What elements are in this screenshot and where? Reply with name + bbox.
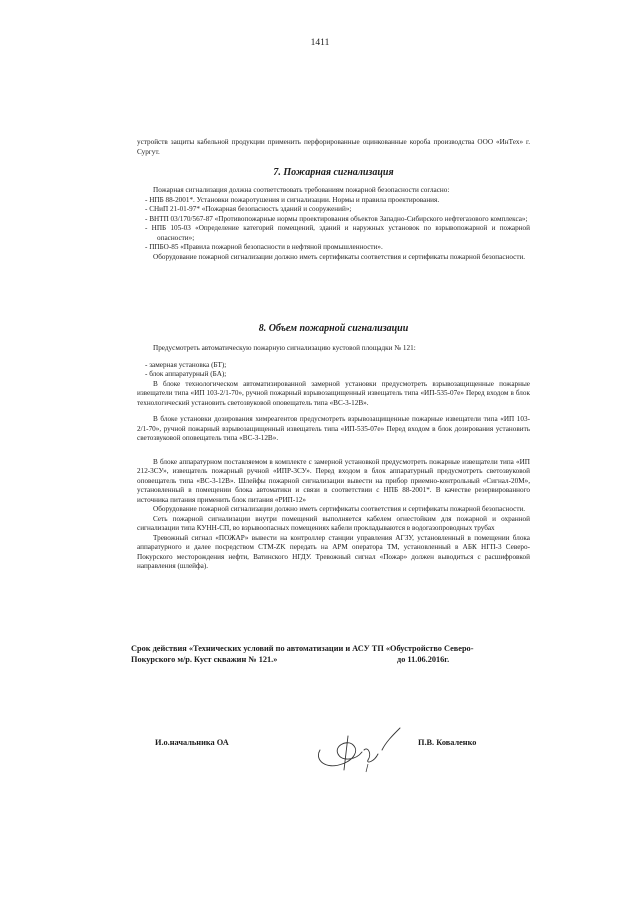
section-8-lead: Предусмотреть автоматическую пожарную сигнализацию кустовой площадки № 121: xyxy=(153,344,416,353)
section-7-closing: Оборудование пожарной сигнализации должно иметь сертификаты соответствия и сертификаты пожарной безопасности. xyxy=(153,252,526,261)
section-7-lead: Пожарная сигнализация должна соответствовать требованиям пожарной безопасности согласно: xyxy=(153,186,450,195)
section-7-item: - НПБ 105-03 «Определение категорий помещений, зданий и наружных установок по взрывопожарной и пожарной опасности»; xyxy=(145,224,530,242)
page-number: 1411 xyxy=(310,38,330,48)
section-7-item: - СНиП 21-01-97* «Пожарная безопасность зданий и сооружений»; xyxy=(145,205,352,214)
intro-text: устройств защиты кабельной продукции применить перфорированные оцинкованные короба производства ООО «ИнТех» г. Сургут. xyxy=(137,138,530,156)
section-7-item: - НПБ 88-2001*. Установки пожаротушения и сигнализации. Нормы и правила проектирования. xyxy=(145,195,440,204)
section-7 xyxy=(137,166,530,262)
section-8-paragraph: Тревожный сигнал «ПОЖАР» вывести на контроллер станции управления АГЗУ, установленный в помещении блока аппаратурного и далее посредством СТМ-ZK передать на АРМ оператора ТМ, установленный в АБК НГП-3 Северо-Покурского месторождения нефти, Ватинского НГДУ. Тревожный сигнал «Пожар» должен выводиться с расшифровкой направления (шлейфа). xyxy=(137,533,530,571)
section-7-item: - ППБО-85 «Правила пожарной безопасности в нефтяной промышленности». xyxy=(145,243,383,252)
section-8-paragraph: В блоке аппаратурном поставляемом в комплекте с замерной установкой предусмотреть пожарные извещатели типа «ИП 212-3СУ», извещатель пожарный ручной «ИПР-3СУ». Перед входом в блок аппаратурный предусмотреть светозвуковой оповещатель типа «ВС-3-12В». Шлейфы пожарной сигнализации вывести на прибор приемно-контрольный «Сигнал-20М», установленный в помещении блока автоматики и связи в соответствии с НПБ 88-2001*. В качестве резервированного источника питания применить блок питания «РИП-12» xyxy=(137,457,530,504)
section-8-paragraph: В блоке технологическом автоматизированной замерной установки предусмотреть взрывозащищенные пожарные извещатели типа «ИП 103-2/1-70», ручной пожарный взрывозащищенный извещатель типа «ИП-535-07е» Перед входом в блок технологический установить светозвуковой оповещатель типа «ВС-3-12В». xyxy=(137,379,530,407)
section-8-paragraph: Сеть пожарной сигнализации внутри помещений выполняется кабелем огнестойким для пожарной и охранной сигнализации типа КУНН-СП, во взрывоопасных помещениях кабели прокладываются в водогазопроводных трубах xyxy=(137,514,530,533)
validity-line-1: Срок действия «Технических условий по автоматизации и АСУ ТП «Обустройство Северо- xyxy=(131,644,474,653)
section-8-item: - блок аппаратурный (БА); xyxy=(145,370,227,379)
section-8-item: - замерная установка (БТ); xyxy=(145,360,227,369)
section-7-title: 7. Пожарная сигнализация xyxy=(273,167,394,178)
validity-title-end: Покурского м/р. Куст скважин № 121.» xyxy=(131,655,278,665)
validity-block xyxy=(131,643,536,666)
section-8 xyxy=(137,322,530,572)
signatory-position: И.о.начальника ОА xyxy=(155,738,229,747)
validity-line-2 xyxy=(131,654,536,666)
handwritten-signature xyxy=(308,720,408,778)
signatory-name: П.В. Коваленко xyxy=(418,738,477,747)
section-8-title: 8. Объем пожарной сигнализации xyxy=(258,323,409,334)
section-8-paragraph: В блоке установки дозирования химреагентов предусмотреть взрывозащищенные пожарные извещатели типа «ИП 103-2/1-70», ручной пожарный взрывозащищенный извещатель типа «ИП-535-07е» Перед входом в блок дозирования установить светозвуковой оповещатель типа «ВС-3-12В». xyxy=(137,415,530,443)
section-7-item: - ВНТП 03/170/567-87 «Противопожарные нормы проектирования объектов Западно-Сибирского нефтегазового комплекса»; xyxy=(145,214,528,223)
validity-date: до 11.06.2016г. xyxy=(397,655,450,665)
intro-paragraph xyxy=(137,138,530,157)
section-8-paragraph: Оборудование пожарной сигнализации должно иметь сертификаты соответствия и сертификаты пожарной безопасности. xyxy=(153,505,526,514)
